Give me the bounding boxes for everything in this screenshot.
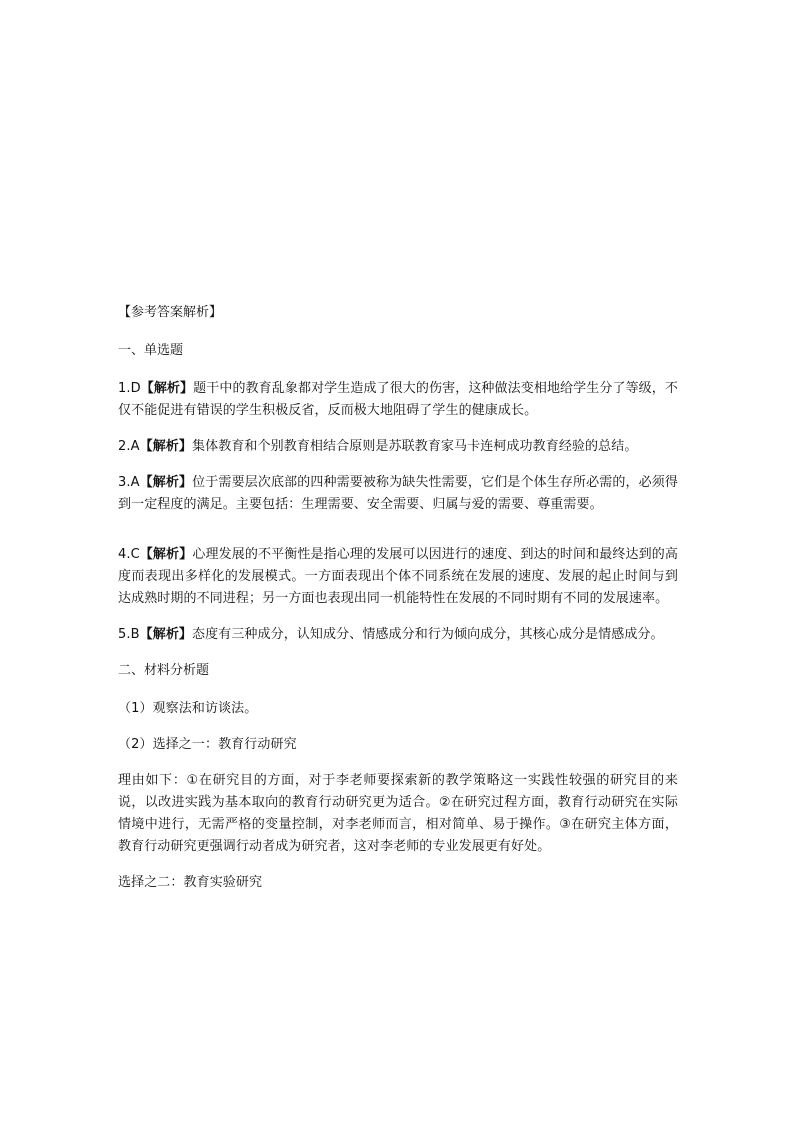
answer-number: 2.A <box>118 439 140 454</box>
answer-number: 5.B <box>118 627 140 642</box>
material-paragraph-1: （1）观察法和访谈法。 <box>118 701 258 716</box>
analysis-tag: 【解析】 <box>140 381 194 396</box>
analysis-tag: 【解析】 <box>139 627 193 642</box>
analysis-tag: 【解析】 <box>139 475 193 490</box>
section-title-material-analysis: 二、材料分析题 <box>118 663 210 678</box>
answer-item-3 <box>118 472 678 516</box>
analysis-text: 心理发展的不平衡性是指心理的发展可以因进行的速度、到达的时间和最终达到的高度而表现出多样化的发展模式。一方面表现出个体不同系统在发展的速度、发展的起止时间与到达成熟时期的不同进程；另一方面也表现出同一机能特性在发展的不同时期有不同的发展速率。 <box>118 547 679 606</box>
answer-number: 1.D <box>118 381 141 396</box>
answer-item-5 <box>118 624 678 646</box>
material-paragraph-2: （2）选择之一：教育行动研究 <box>118 737 297 752</box>
analysis-text: 集体教育和个别教育相结合原则是苏联教育家马卡连柯成功教育经验的总结。 <box>192 439 638 454</box>
answer-number: 4.C <box>118 547 140 562</box>
answer-number: 3.A <box>118 475 140 490</box>
answer-item-1 <box>118 378 678 422</box>
material-paragraph-3: 理由如下：①在研究目的方面，对于李老师要探索新的教学策略这一实践性较强的研究目的来说，以改进实践为基本取向的教育行动研究更为适合。②在研究过程方面，教育行动研究在实际情境中进行，无需严格的变量控制，对李老师而言，相对简单、易于操作。③在研究主体方面，教育行动研究更强调行动者成为研究者，这对李老师的专业发展更有好处。 <box>118 773 678 854</box>
answer-analysis-content <box>118 302 678 908</box>
analysis-tag: 【解析】 <box>139 439 193 454</box>
analysis-text: 题干中的教育乱象都对学生造成了很大的伤害，这种做法变相地给学生分了等级，不仅不能促进有错误的学生积极反省，反而极大地阻碍了学生的健康成长。 <box>118 381 678 418</box>
section-title-single-choice: 一、单选题 <box>118 343 184 358</box>
answer-item-2 <box>118 436 678 458</box>
analysis-tag: 【解析】 <box>139 547 193 562</box>
answer-item-4 <box>118 544 678 610</box>
material-paragraph-4: 选择之二：教育实验研究 <box>118 875 263 890</box>
analysis-text: 位于需要层次底部的四种需要被称为缺失性需要，它们是个体生存所必需的，必须得到一定程度的满足。主要包括：生理需要、安全需要、归属与爱的需要、尊重需要。 <box>118 475 678 512</box>
spacer <box>118 530 678 544</box>
document-heading: 【参考答案解析】 <box>118 305 223 320</box>
analysis-text: 态度有三种成分，认知成分、情感成分和行为倾向成分，其核心成分是情感成分。 <box>192 627 664 642</box>
